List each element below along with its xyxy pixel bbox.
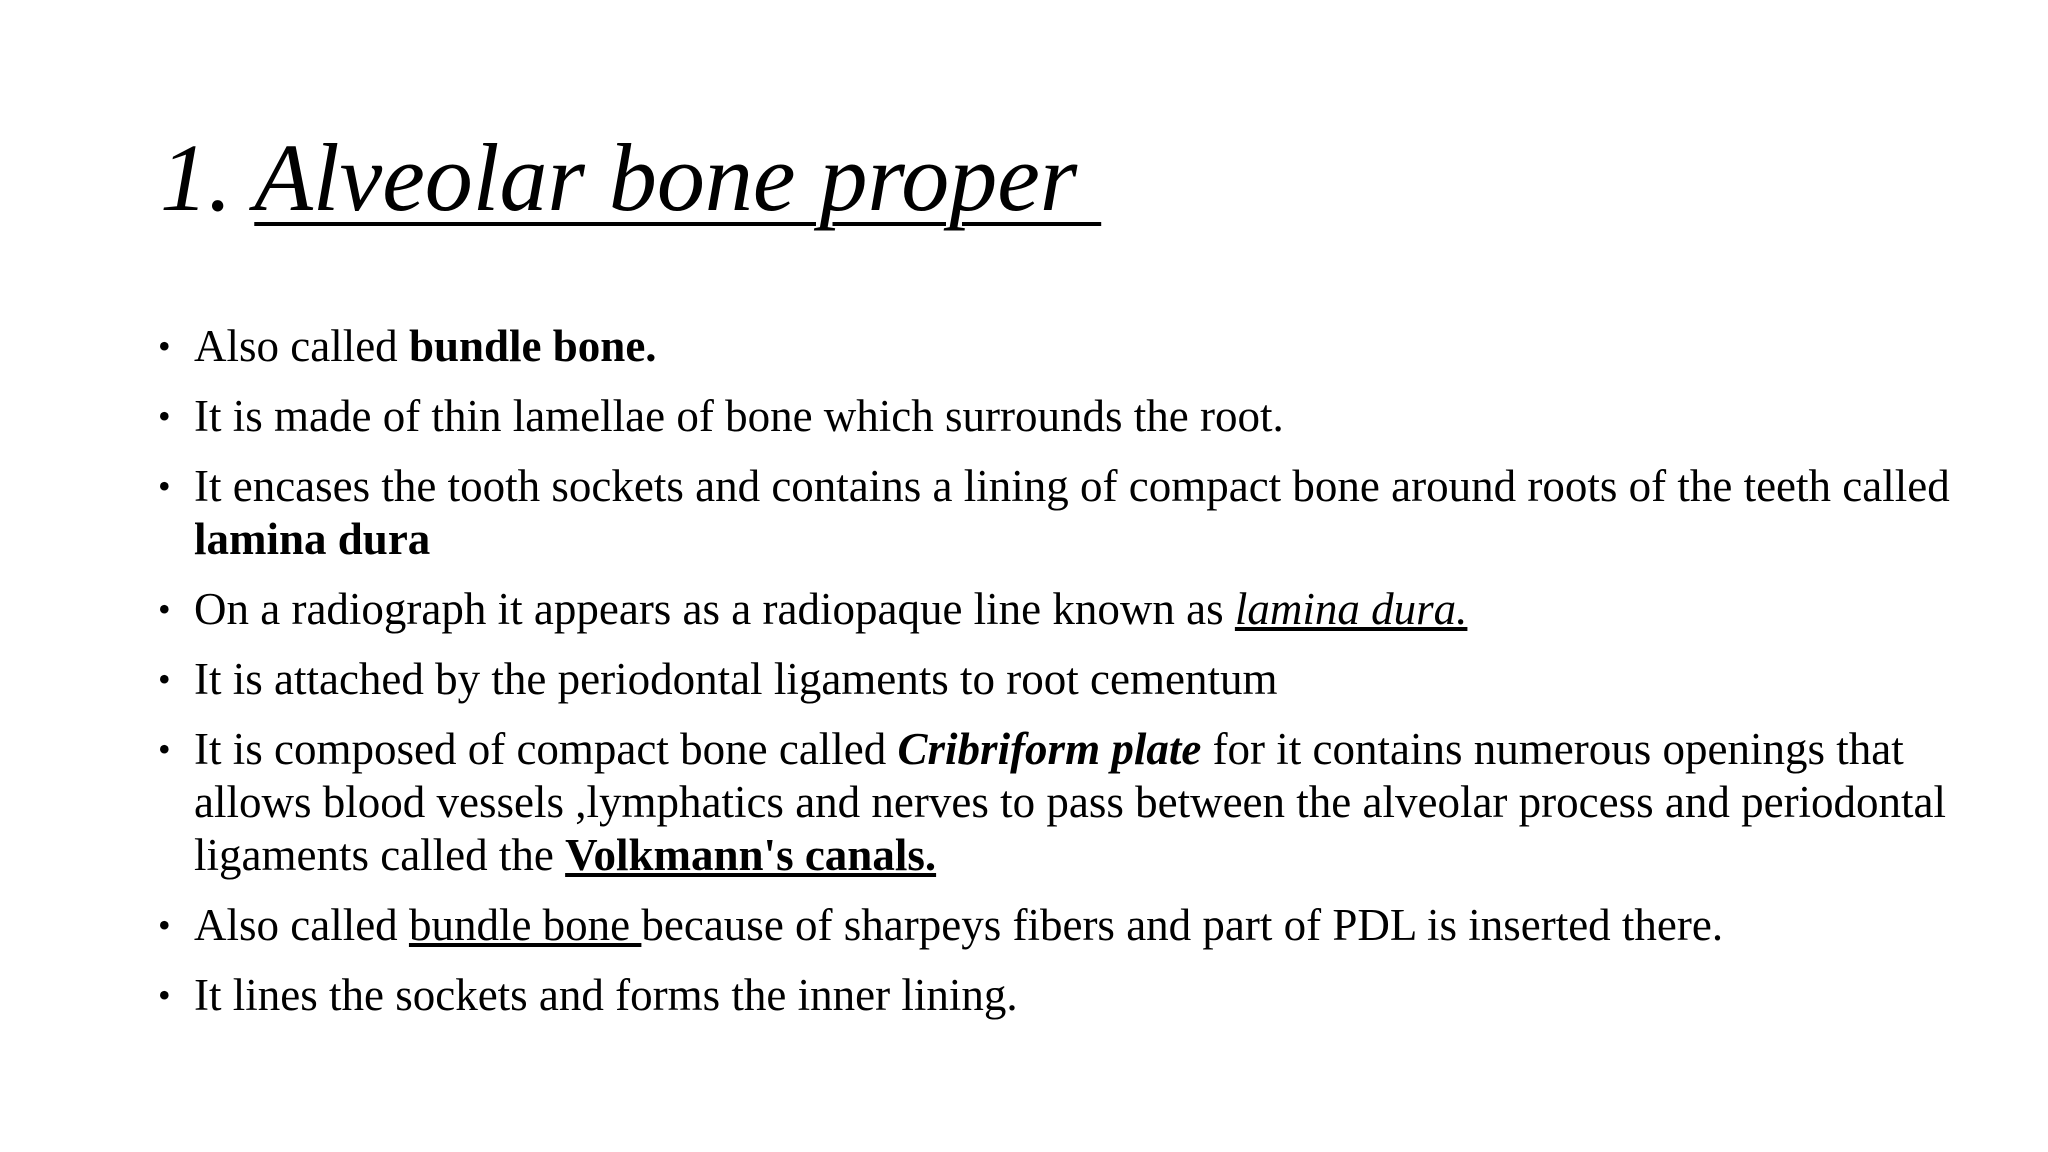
bullet-bold-underlined-term: Volkmann's canals.	[565, 830, 937, 880]
list-item	[158, 899, 2018, 952]
title-number: 1.	[160, 124, 255, 231]
bullet-bold-italic-term: Cribriform plate	[897, 724, 1202, 774]
bullet-underlined-term: bundle bone	[408, 900, 642, 950]
bullet-icon: •	[158, 326, 171, 366]
list-item	[158, 969, 2018, 1022]
bullet-text: It is composed of compact bone called	[194, 724, 898, 774]
bullet-list	[158, 320, 2018, 1039]
bullet-text: Also called	[194, 321, 409, 371]
bullet-icon: •	[158, 729, 171, 769]
list-item	[158, 320, 2018, 373]
bullet-text: It is attached by the periodontal ligaments to root cementum	[194, 654, 1278, 704]
slide-title	[160, 118, 1101, 238]
bullet-icon: •	[158, 975, 171, 1015]
bullet-text: It encases the tooth sockets and contains a lining of compact bone around roots of the teeth called	[194, 461, 1950, 511]
list-item	[158, 460, 2018, 566]
bullet-icon: •	[158, 589, 171, 629]
bullet-icon: •	[158, 396, 171, 436]
bullet-bold-term: lamina dura	[194, 514, 431, 564]
bullet-text-continued: because of sharpeys fibers and part of PDL is inserted there.	[641, 900, 1724, 950]
bullet-text-continued: for it contains numerous openings that allows blood vessels ,lymphatics and nerves to pass between the alveolar process and periodontal ligaments called the	[194, 724, 1947, 880]
bullet-text: Also called	[194, 900, 409, 950]
title-text: Alveolar bone proper	[254, 124, 1102, 231]
bullet-bold-term: bundle bone.	[408, 321, 657, 371]
bullet-text: On a radiograph it appears as a radiopaque line known as	[194, 584, 1235, 634]
bullet-text: It is made of thin lamellae of bone which surrounds the root.	[194, 391, 1284, 441]
bullet-italic-underlined-term: lamina dura.	[1234, 584, 1468, 634]
list-item	[158, 390, 2018, 443]
list-item	[158, 723, 2018, 882]
bullet-icon: •	[158, 659, 171, 699]
bullet-icon: •	[158, 466, 171, 506]
list-item	[158, 653, 2018, 706]
bullet-icon: •	[158, 905, 171, 945]
list-item	[158, 583, 2018, 636]
bullet-text: It lines the sockets and forms the inner lining.	[194, 970, 1018, 1020]
